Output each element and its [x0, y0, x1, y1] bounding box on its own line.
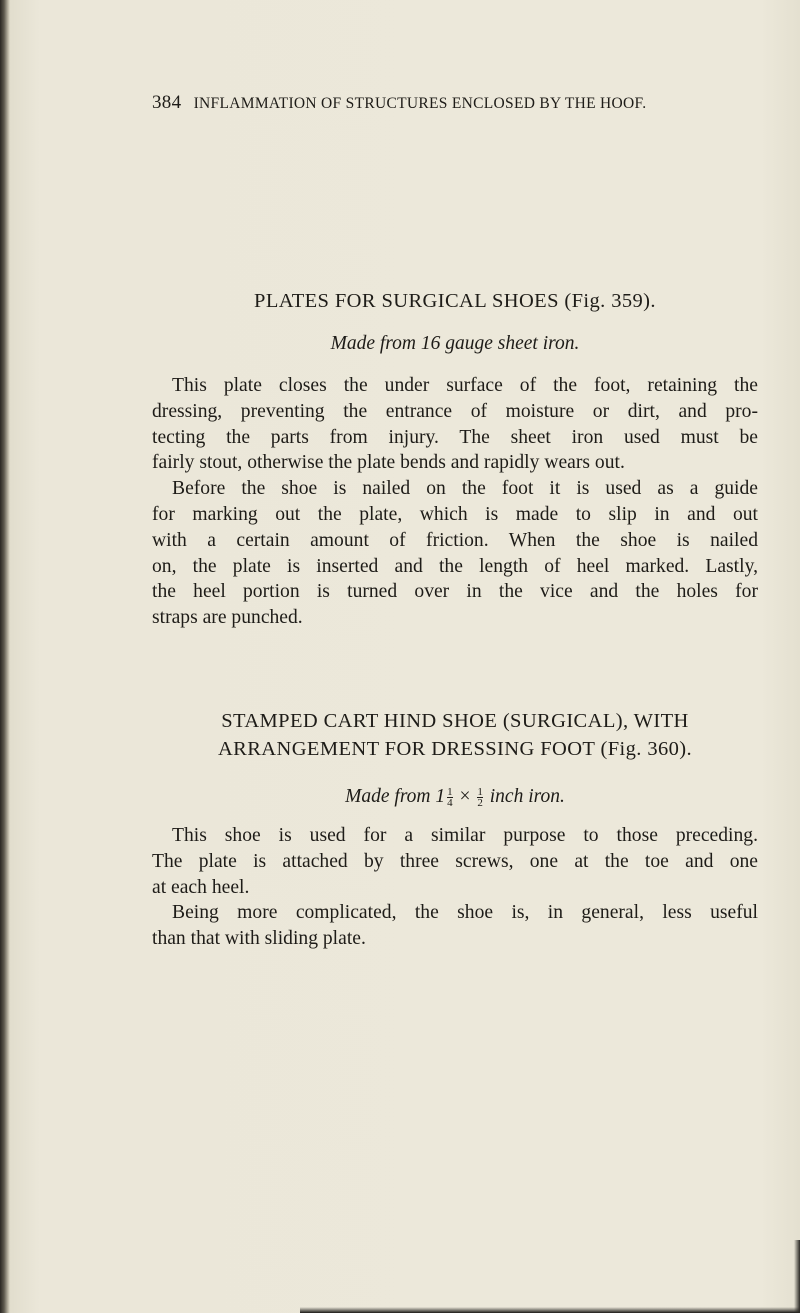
page-corner-shadow — [794, 1240, 800, 1313]
section1-line-4: fairly stout, otherwise the plate bends and rapidly wears out. — [152, 452, 625, 474]
section2-subheading — [152, 786, 758, 808]
subheading-suffix: inch iron. — [489, 786, 565, 807]
fraction-numerator: 1 — [477, 786, 483, 799]
section1-heading: PLATES FOR SURGICAL SHOES (Fig. 359). — [254, 290, 656, 312]
section2-heading — [152, 707, 758, 763]
fraction-denominator: 2 — [477, 797, 483, 810]
section2-line-5: than that with sliding plate. — [152, 928, 366, 950]
section2-heading-line-1: STAMPED CART HIND SHOE (SURGICAL), WITH — [221, 710, 689, 732]
subheading-prefix: Made from 1 — [345, 786, 446, 807]
section1-line-1: This plate closes the under surface of the foot, retaining the — [172, 375, 758, 396]
binding-edge — [0, 0, 10, 1313]
running-head-title: INFLAMMATION OF STRUCTURES ENCLOSED BY THE HOOF. — [193, 95, 647, 112]
section2-line-3: at each heel. — [152, 876, 250, 898]
page-number: 384 — [152, 92, 182, 113]
section1-line-10: straps are punched. — [152, 607, 303, 629]
section2-line-1: This shoe is used for a similar purpose to those preceding. — [172, 825, 758, 846]
section1-line-3: tecting the parts from injury. The sheet iron used must be — [152, 426, 758, 448]
fraction-denominator: 4 — [447, 797, 453, 810]
running-head — [152, 92, 712, 114]
section1-line-9: the heel portion is turned over in the vice and the holes for — [152, 581, 758, 603]
section2-line-2: The plate is attached by three screws, one at the toe and one — [152, 850, 758, 872]
section1-line-8: on, the plate is inserted and the length of heel marked. Lastly, — [152, 555, 758, 577]
fraction-numerator: 1 — [447, 786, 453, 799]
section1-subheading: Made from 16 gauge sheet iron. — [330, 333, 580, 354]
times-sign: × — [459, 786, 471, 807]
fraction-half — [477, 787, 483, 808]
section1-line-2: dressing, preventing the entrance of moisture or dirt, and pro- — [152, 400, 758, 422]
section1-line-7: with a certain amount of friction. When the shoe is nailed — [152, 529, 758, 551]
section1-line-6: for marking out the plate, which is made to slip in and out — [152, 503, 758, 525]
section2-line-4: Being more complicated, the shoe is, in general, less useful — [172, 902, 758, 924]
section1-body — [152, 373, 758, 631]
section2-heading-line-2: ARRANGEMENT FOR DRESSING FOOT (Fig. 360). — [217, 738, 693, 760]
page-bottom-shadow — [300, 1307, 800, 1313]
section1-line-5: Before the shoe is nailed on the foot it is used as a guide — [172, 478, 758, 500]
fraction-quarter — [447, 787, 453, 808]
section2-body — [152, 823, 758, 952]
